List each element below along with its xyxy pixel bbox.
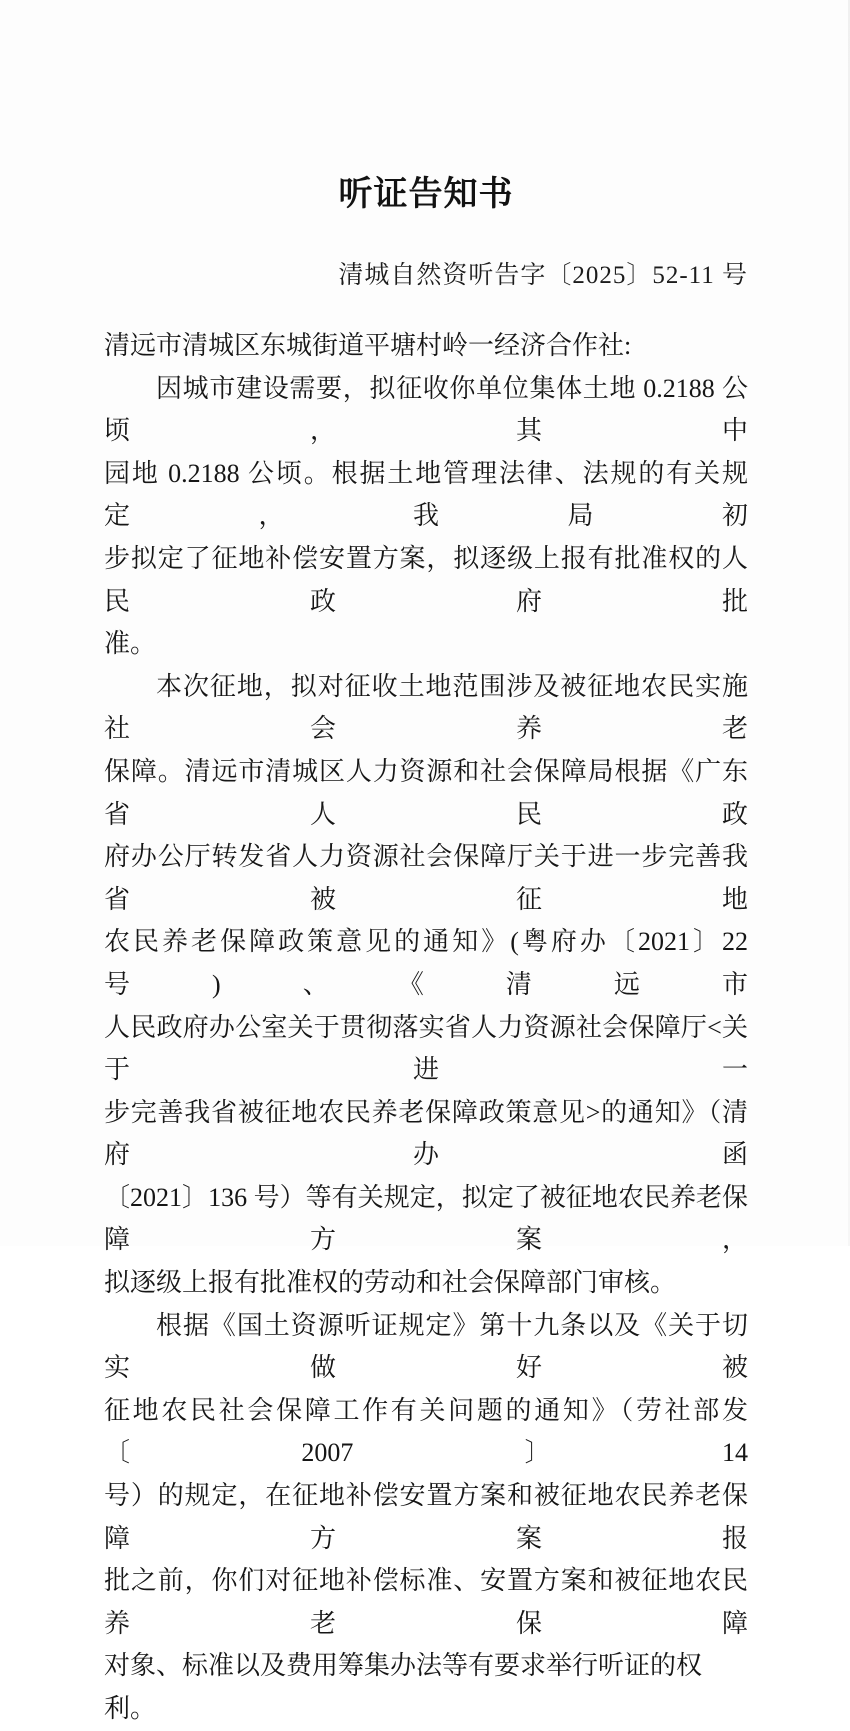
- text-line: 步完善我省被征地农民养老保障政策意见>的通知》（清府办函: [104, 1097, 748, 1170]
- text-line: 清远市清城区东城街道平塘村岭一经济合作社:: [104, 331, 632, 360]
- document-title: 听证告知书: [338, 174, 514, 214]
- text-line: 批之前，你们对征地补偿标准、安置方案和被征地农民养老保障: [104, 1566, 748, 1638]
- paragraph-hearing-rights: [104, 1305, 748, 1731]
- text-line: 号）的规定，在征地补偿安置方案和被征地农民养老保障方案报: [104, 1481, 748, 1553]
- text-line: 准。: [104, 629, 157, 659]
- text-line: 对象、标准以及费用筹集办法等有要求举行听证的权利。: [104, 1651, 703, 1723]
- text-line: 农民养老保障政策意见的通知》(粤府办〔2021〕22 号)、《清远市: [104, 927, 748, 999]
- text-line: 府办公厅转发省人力资源社会保障厅关于进一步完善我省被征地: [104, 842, 748, 914]
- document-body: [104, 325, 748, 1731]
- text-line: 园地 0.2188 公顷。根据土地管理法律、法规的有关规定，我局初: [104, 458, 748, 531]
- text-line: 本次征地，拟对征收土地范围涉及被征地农民实施社会养老: [104, 671, 748, 744]
- text-line: 因城市建设需要，拟征收你单位集体土地 0.2188 公顷，其中: [104, 373, 748, 446]
- text-line: 保障。清远市清城区人力资源和社会保障局根据《广东省人民政: [104, 756, 748, 829]
- text-line: 征地农民社会保障工作有关问题的通知》（劳社部发〔2007〕14: [104, 1395, 748, 1468]
- text-line: 人民政府办公室关于贯彻落实省人力资源社会保障厅<关于进一: [104, 1012, 748, 1085]
- text-line: 拟逐级上报有批准权的劳动和社会保障部门审核。: [104, 1268, 677, 1298]
- text-line: 根据《国土资源听证规定》第十九条以及《关于切实做好被: [104, 1310, 748, 1383]
- paragraph-social-security: [104, 666, 748, 1305]
- paragraph-land-acquisition: [104, 368, 748, 666]
- text-line: 步拟定了征地补偿安置方案，拟逐级上报有批准权的人民政府批: [104, 543, 748, 616]
- document-reference-number: 清城自然资听告字〔2025〕52-11 号: [338, 262, 748, 289]
- text-line: 〔2021〕136 号）等有关规定，拟定了被征地农民养老保障方案，: [104, 1182, 748, 1255]
- addressee-line: [104, 325, 748, 368]
